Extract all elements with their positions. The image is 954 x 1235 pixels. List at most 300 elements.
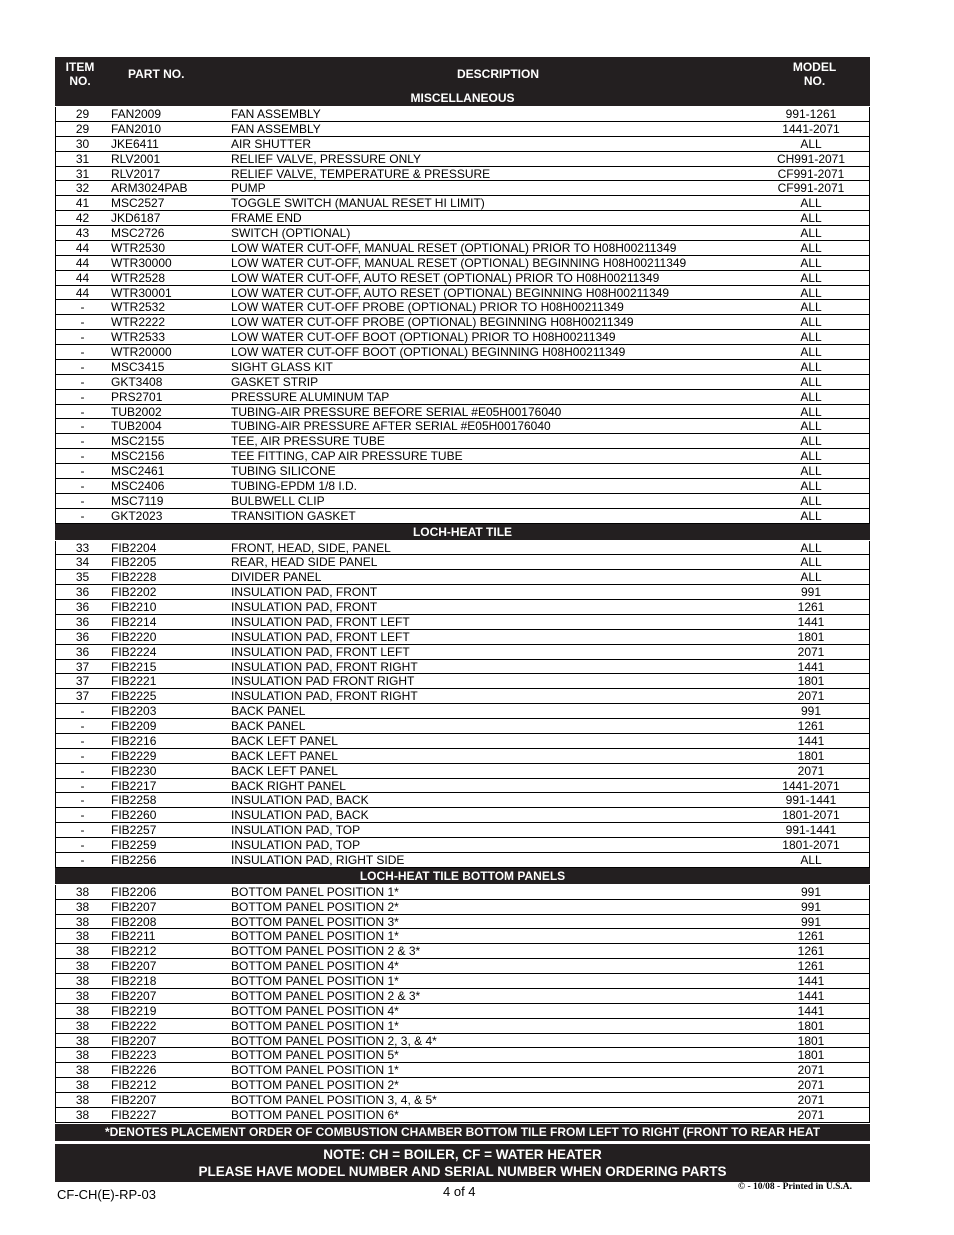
part-no-cell: FIB2223 [111,1048,157,1063]
table-body [55,90,870,1123]
description-cell: BACK PANEL [231,704,306,718]
part-no-cell: FIB2206 [111,884,157,899]
item-no-cell: - [80,374,85,389]
part-no-cell: FIB2202 [111,585,157,599]
table-row [55,1004,870,1019]
item-no-cell: 38 [75,1048,90,1063]
model-no-cell: 2071 [797,1063,825,1078]
model-no-cell: ALL [800,540,822,555]
item-no-cell: 30 [75,136,90,151]
table-row [55,541,870,556]
description-cell: INSULATION PAD, BACK [231,793,369,808]
item-no-cell: 38 [75,1033,90,1048]
model-no-cell: 1261 [797,600,825,614]
table-row [55,271,870,286]
model-no-cell: ALL [800,211,822,225]
item-no-cell: 41 [75,196,90,211]
part-no-cell: FIB2230 [111,763,157,778]
table-row [55,226,870,241]
part-no-cell: WTR2530 [111,240,166,255]
table-row [55,615,870,630]
description-cell: INSULATION PAD, FRONT [231,600,378,614]
item-no-cell: 38 [75,1018,90,1033]
table-row [55,167,870,182]
model-no-cell: 991 [800,914,822,929]
part-no-cell: FIB2215 [111,659,157,674]
part-no-cell: WTR2222 [111,315,166,330]
table-row [55,989,870,1004]
model-no-cell: 991-1441 [785,793,837,808]
description-cell: BOTTOM PANEL POSITION 2 & 3* [231,988,421,1003]
model-no-cell: 1801-2071 [782,808,840,823]
item-no-cell: 38 [75,929,90,944]
description-cell: INSULATION PAD, FRONT RIGHT [231,659,418,674]
table-header [55,57,870,90]
item-no-cell: - [80,345,85,359]
part-no-cell: FIB2214 [111,614,157,629]
item-no-cell: - [80,478,85,493]
item-no-cell: 34 [75,555,90,570]
model-no-cell: 1261 [797,959,825,973]
item-no-cell: 31 [75,166,90,181]
part-no-cell: FIB2258 [111,793,157,808]
part-no-cell: RLV2017 [111,166,161,181]
item-no-cell: - [80,434,85,449]
part-no-cell: MSC2726 [111,226,165,240]
description-header: DESCRIPTION [456,66,539,81]
table-row [55,1034,870,1049]
part-no-cell: MSC3415 [111,359,165,374]
table-row [55,122,870,137]
description-cell: LOW WATER CUT-OFF PROBE (OPTIONAL) PRIOR TO H08H00211349 [231,300,624,315]
item-no-cell: 36 [75,629,90,644]
description-cell: BOTTOM PANEL POSITION 1* [231,1063,399,1078]
model-no-cell: 1261 [797,929,825,944]
description-cell: INSULATION PAD, FRONT LEFT [231,629,410,644]
item-no-cell: - [80,359,85,374]
item-no-cell: 42 [75,211,90,225]
part-no-cell: WTR2528 [111,270,166,285]
part-no-cell: TUB2002 [111,404,162,419]
table-row [55,390,870,405]
model-no-cell: 2071 [797,1078,825,1092]
part-no-cell: FIB2260 [111,808,157,823]
table-row [55,256,870,271]
item-no-cell: 38 [75,974,90,988]
model-no-cell: 991 [800,884,822,899]
item-no-cell: - [80,733,85,748]
description-cell: FRAME END [231,211,302,225]
table-row [55,107,870,122]
model-no-cell: 1801 [797,674,825,689]
model-no-cell: 1801 [797,629,825,644]
description-cell: RELIEF VALVE, TEMPERATURE & PRESSURE [231,166,491,181]
part-no-cell: FIB2212 [111,1078,157,1092]
table-row [55,315,870,330]
description-cell: LOW WATER CUT-OFF, MANUAL RESET (OPTIONAL) PRIOR TO H08H00211349 [231,240,677,255]
table-row [55,196,870,211]
model-no-cell: ALL [800,374,822,389]
part-no-cell: WTR30001 [111,285,172,300]
table-row [55,345,870,360]
table-row [55,375,870,390]
part-no-cell: FIB2225 [111,689,157,704]
table-row [55,1019,870,1034]
model-no-cell: 1441 [797,974,825,988]
part-no-cell: MSC2527 [111,196,165,211]
model-no-cell: 991 [800,585,822,599]
model-no-cell: ALL [800,570,822,585]
description-cell: BOTTOM PANEL POSITION 2* [231,899,399,914]
item-no-cell: 38 [75,1093,90,1107]
table-row [55,464,870,479]
description-cell: BACK LEFT PANEL [231,748,338,763]
model-no-cell: ALL [800,404,822,419]
item-no-cell: 36 [75,644,90,659]
description-cell: LOW WATER CUT-OFF BOOT (OPTIONAL) PRIOR TO H08H00211349 [231,330,616,344]
table-row [55,853,870,868]
item-no-cell: 38 [75,988,90,1003]
section-header: LOCH-HEAT TILE BOTTOM PANELS [55,868,870,885]
description-cell: BACK LEFT PANEL [231,733,338,748]
item-no-cell: 33 [75,540,90,555]
item-no-cell: - [80,449,85,463]
description-cell: BACK RIGHT PANEL [231,778,346,793]
model-no-cell: 1441 [797,988,825,1003]
item-no-cell: 29 [75,107,90,121]
item-no-cell: - [80,300,85,315]
part-no-cell: FIB2207 [111,1093,157,1107]
part-no-cell: WTR30000 [111,255,172,270]
item-no-cell: 38 [75,944,90,959]
model-no-cell: ALL [800,359,822,374]
item-no-cell: 44 [75,255,90,270]
item-no-cell: - [80,330,85,344]
description-cell: INSULATION PAD, FRONT RIGHT [231,689,418,704]
item-no-cell: - [80,748,85,763]
item-no-cell: 36 [75,614,90,629]
item-no-cell: - [80,778,85,793]
table-row [55,885,870,900]
model-no-cell: CF991-2071 [777,181,845,196]
table-row [55,434,870,449]
table-row [55,764,870,779]
part-no-header: PART NO. [128,66,185,81]
item-no-cell: - [80,389,85,404]
table-row [55,1048,870,1063]
table-row [55,915,870,930]
table-row [55,645,870,660]
model-no-cell: 991 [800,704,822,718]
description-cell: SIGHT GLASS KIT [231,359,333,374]
model-no-cell: ALL [800,255,822,270]
model-no-cell: 1261 [797,719,825,733]
table-row [55,600,870,615]
item-no-cell: - [80,793,85,808]
part-no-cell: FIB2204 [111,540,157,555]
table-row [55,152,870,167]
table-row [55,944,870,959]
description-cell: BOTTOM PANEL POSITION 4* [231,959,399,973]
part-no-cell: WTR2533 [111,330,166,344]
description-cell: TUBING-EPDM 1/8 I.D. [231,478,358,493]
model-no-cell: CF991-2071 [777,166,845,181]
model-no-cell: ALL [800,389,822,404]
item-no-cell: - [80,808,85,823]
model-no-cell: 1441 [797,733,825,748]
table-row [55,1078,870,1093]
item-no-cell: 38 [75,1063,90,1078]
description-cell: BOTTOM PANEL POSITION 6* [231,1107,399,1122]
part-no-cell: MSC7119 [111,493,164,508]
item-no-cell: 29 [75,121,90,136]
description-cell: TEE FITTING, CAP AIR PRESSURE TUBE [231,449,463,463]
model-no-cell: ALL [800,240,822,255]
table-row [55,660,870,675]
part-no-cell: FIB2228 [111,570,157,585]
model-no-cell: 991 [800,899,822,914]
table-row [55,1093,870,1108]
model-no-cell: ALL [800,419,822,434]
item-no-cell: - [80,419,85,434]
model-no-cell: ALL [800,315,822,330]
table-row [55,300,870,315]
item-no-cell: 36 [75,600,90,614]
table-row [55,1063,870,1078]
model-no-cell: 2071 [797,689,825,704]
table-row [55,137,870,152]
part-no-cell: FIB2211 [111,929,156,944]
table-row [55,674,870,689]
description-cell: BOTTOM PANEL POSITION 5* [231,1048,399,1063]
description-cell: BOTTOM PANEL POSITION 4* [231,1003,399,1018]
item-no-cell: 35 [75,570,90,585]
part-no-cell: FAN2009 [111,107,162,121]
description-cell: INSULATION PAD, TOP [231,823,361,837]
part-no-cell: FIB2220 [111,629,157,644]
parts-table [55,57,870,1182]
model-no-cell: ALL [800,478,822,493]
item-no-cell: 37 [75,689,90,704]
model-no-cell: 1801 [797,1018,825,1033]
model-no-cell: ALL [800,852,822,867]
item-no-cell: - [80,823,85,837]
description-cell: BACK PANEL [231,719,306,733]
table-row [55,689,870,704]
part-no-cell: FIB2222 [111,1018,157,1033]
description-cell: INSULATION PAD, FRONT LEFT [231,644,410,659]
description-cell: DIVIDER PANEL [231,570,322,585]
item-no-cell: 37 [75,674,90,689]
description-cell: LOW WATER CUT-OFF BOOT (OPTIONAL) BEGINNING H08H00211349 [231,345,626,359]
item-no-cell: 38 [75,1107,90,1122]
part-no-cell: MSC2155 [111,434,165,449]
description-cell: REAR, HEAD SIDE PANEL [231,555,378,570]
part-no-cell: FIB2207 [111,988,157,1003]
part-no-cell: ARM3024PAB [111,181,188,196]
item-no-cell: 43 [75,226,90,240]
model-no-cell: ALL [800,300,822,315]
description-cell: INSULATION PAD, FRONT [231,585,378,599]
ordering-note [55,1144,870,1182]
table-row [55,734,870,749]
model-no-cell: ALL [800,464,822,478]
table-row [55,959,870,974]
model-no-cell: ALL [800,226,822,240]
model-no-cell: 2071 [797,1093,825,1107]
item-no-cell: - [80,493,85,508]
part-no-cell: JKD6187 [111,211,161,225]
table-row [55,630,870,645]
part-no-cell: FIB2207 [111,1033,157,1048]
table-row [55,286,870,301]
description-cell: TRANSITION GASKET [231,508,356,523]
table-row [55,494,870,509]
table-row [55,449,870,464]
table-row [55,704,870,719]
model-no-cell: 2071 [797,1107,825,1122]
part-no-cell: FIB2205 [111,555,157,570]
item-no-cell: 44 [75,285,90,300]
part-no-cell: FIB2203 [111,704,157,718]
item-no-header: ITEM NO. [65,59,95,88]
item-no-cell: - [80,763,85,778]
description-cell: RELIEF VALVE, PRESSURE ONLY [231,151,422,166]
page-number: 4 of 4 [443,1184,476,1199]
part-no-cell: TUB2004 [111,419,162,434]
document-code: CF-CH(E)-RP-03 [57,1187,156,1202]
model-no-cell: ALL [800,449,822,463]
part-no-cell: PRS2701 [111,389,163,404]
description-cell: INSULATION PAD, RIGHT SIDE [231,852,405,867]
model-no-cell: 1801-2071 [782,838,840,852]
description-cell: BACK LEFT PANEL [231,763,338,778]
item-no-cell: - [80,508,85,523]
model-no-cell: 1801 [797,748,825,763]
part-no-cell: FIB2257 [111,823,157,837]
description-cell: AIR SHUTTER [231,136,312,151]
table-row [55,929,870,944]
description-cell: GASKET STRIP [231,374,319,389]
section-header: LOCH-HEAT TILE [55,524,870,541]
description-cell: SWITCH (OPTIONAL) [231,226,351,240]
part-no-cell: FIB2221 [111,674,157,689]
item-no-cell: 38 [75,914,90,929]
footnote: *DENOTES PLACEMENT ORDER OF COMBUSTION CHAMBER BOTTOM TILE FROM LEFT TO RIGHT (FRONT TO REAR HEAT [55,1124,870,1141]
description-cell: INSULATION PAD FRONT RIGHT [231,674,415,689]
part-no-cell: MSC2406 [111,478,165,493]
part-no-cell: FIB2207 [111,899,157,914]
part-no-cell: GKT2023 [111,508,163,523]
part-no-cell: WTR20000 [111,345,172,359]
description-cell: FAN ASSEMBLY [231,121,321,136]
model-no-header: MODEL NO. [792,59,837,88]
part-no-cell: FIB2218 [111,974,157,988]
item-no-cell: 38 [75,884,90,899]
description-cell: LOW WATER CUT-OFF, MANUAL RESET (OPTIONAL) BEGINNING H08H00211349 [231,255,687,270]
part-no-cell: FIB2259 [111,838,157,852]
table-row [55,570,870,585]
model-no-cell: 2071 [797,763,825,778]
model-no-cell: 1441 [797,614,825,629]
part-no-cell: FIB2224 [111,644,157,659]
description-cell: BOTTOM PANEL POSITION 1* [231,974,399,988]
description-cell: LOW WATER CUT-OFF, AUTO RESET (OPTIONAL) PRIOR TO H08H00211349 [231,270,660,285]
description-cell: BOTTOM PANEL POSITION 3* [231,914,399,929]
model-no-cell: ALL [800,434,822,449]
item-no-cell: - [80,315,85,330]
part-no-cell: WTR2532 [111,300,166,315]
part-no-cell: JKE6411 [111,136,159,151]
table-row [55,211,870,226]
table-row [55,1108,870,1123]
description-cell: LOW WATER CUT-OFF PROBE (OPTIONAL) BEGINNING H08H00211349 [231,315,634,330]
item-no-cell: 32 [75,181,90,196]
table-row [55,779,870,794]
model-no-cell: 1441 [797,659,825,674]
table-row [55,360,870,375]
description-cell: BOTTOM PANEL POSITION 1* [231,884,399,899]
description-cell: PUMP [231,181,266,196]
description-cell: PRESSURE ALUMINUM TAP [231,389,390,404]
table-row [55,823,870,838]
table-row [55,585,870,600]
item-no-cell: 38 [75,899,90,914]
item-no-cell: 44 [75,270,90,285]
model-no-cell: ALL [800,136,822,151]
item-no-cell: 31 [75,151,90,166]
description-cell: BOTTOM PANEL POSITION 2* [231,1078,399,1092]
item-no-cell: 38 [75,1078,90,1092]
description-cell: BOTTOM PANEL POSITION 1* [231,929,399,944]
model-no-cell: 1261 [797,944,825,959]
part-no-cell: FIB2227 [111,1107,157,1122]
description-cell: BOTTOM PANEL POSITION 2 & 3* [231,944,421,959]
description-cell: BULBWELL CLIP [231,493,325,508]
model-no-cell: 1801 [797,1048,825,1063]
item-no-cell: 36 [75,585,90,599]
part-no-cell: FIB2217 [111,778,157,793]
description-cell: BOTTOM PANEL POSITION 1* [231,1018,399,1033]
note-line-1: NOTE: CH = BOILER, CF = WATER HEATER [323,1146,602,1162]
description-cell: BOTTOM PANEL POSITION 3, 4, & 5* [231,1093,437,1107]
item-no-cell: 38 [75,1003,90,1018]
part-no-cell: FIB2219 [111,1003,157,1018]
table-row [55,793,870,808]
part-no-cell: RLV2001 [111,151,161,166]
item-no-cell: - [80,404,85,419]
table-row [55,405,870,420]
part-no-cell: FIB2226 [111,1063,157,1078]
model-no-cell: ALL [800,508,822,523]
table-row [55,808,870,823]
description-cell: LOW WATER CUT-OFF, AUTO RESET (OPTIONAL) BEGINNING H08H00211349 [231,285,670,300]
table-row [55,330,870,345]
model-no-cell: ALL [800,493,822,508]
part-no-cell: FIB2229 [111,748,157,763]
table-row [55,719,870,734]
description-cell: INSULATION PAD, FRONT LEFT [231,614,410,629]
table-row [55,555,870,570]
item-no-cell: - [80,464,85,478]
item-no-cell: - [80,719,85,733]
table-row [55,900,870,915]
part-no-cell: FIB2212 [111,944,157,959]
part-no-cell: FIB2209 [111,719,157,733]
model-no-cell: ALL [800,270,822,285]
part-no-cell: FIB2208 [111,914,157,929]
section-header: MISCELLANEOUS [55,90,870,107]
